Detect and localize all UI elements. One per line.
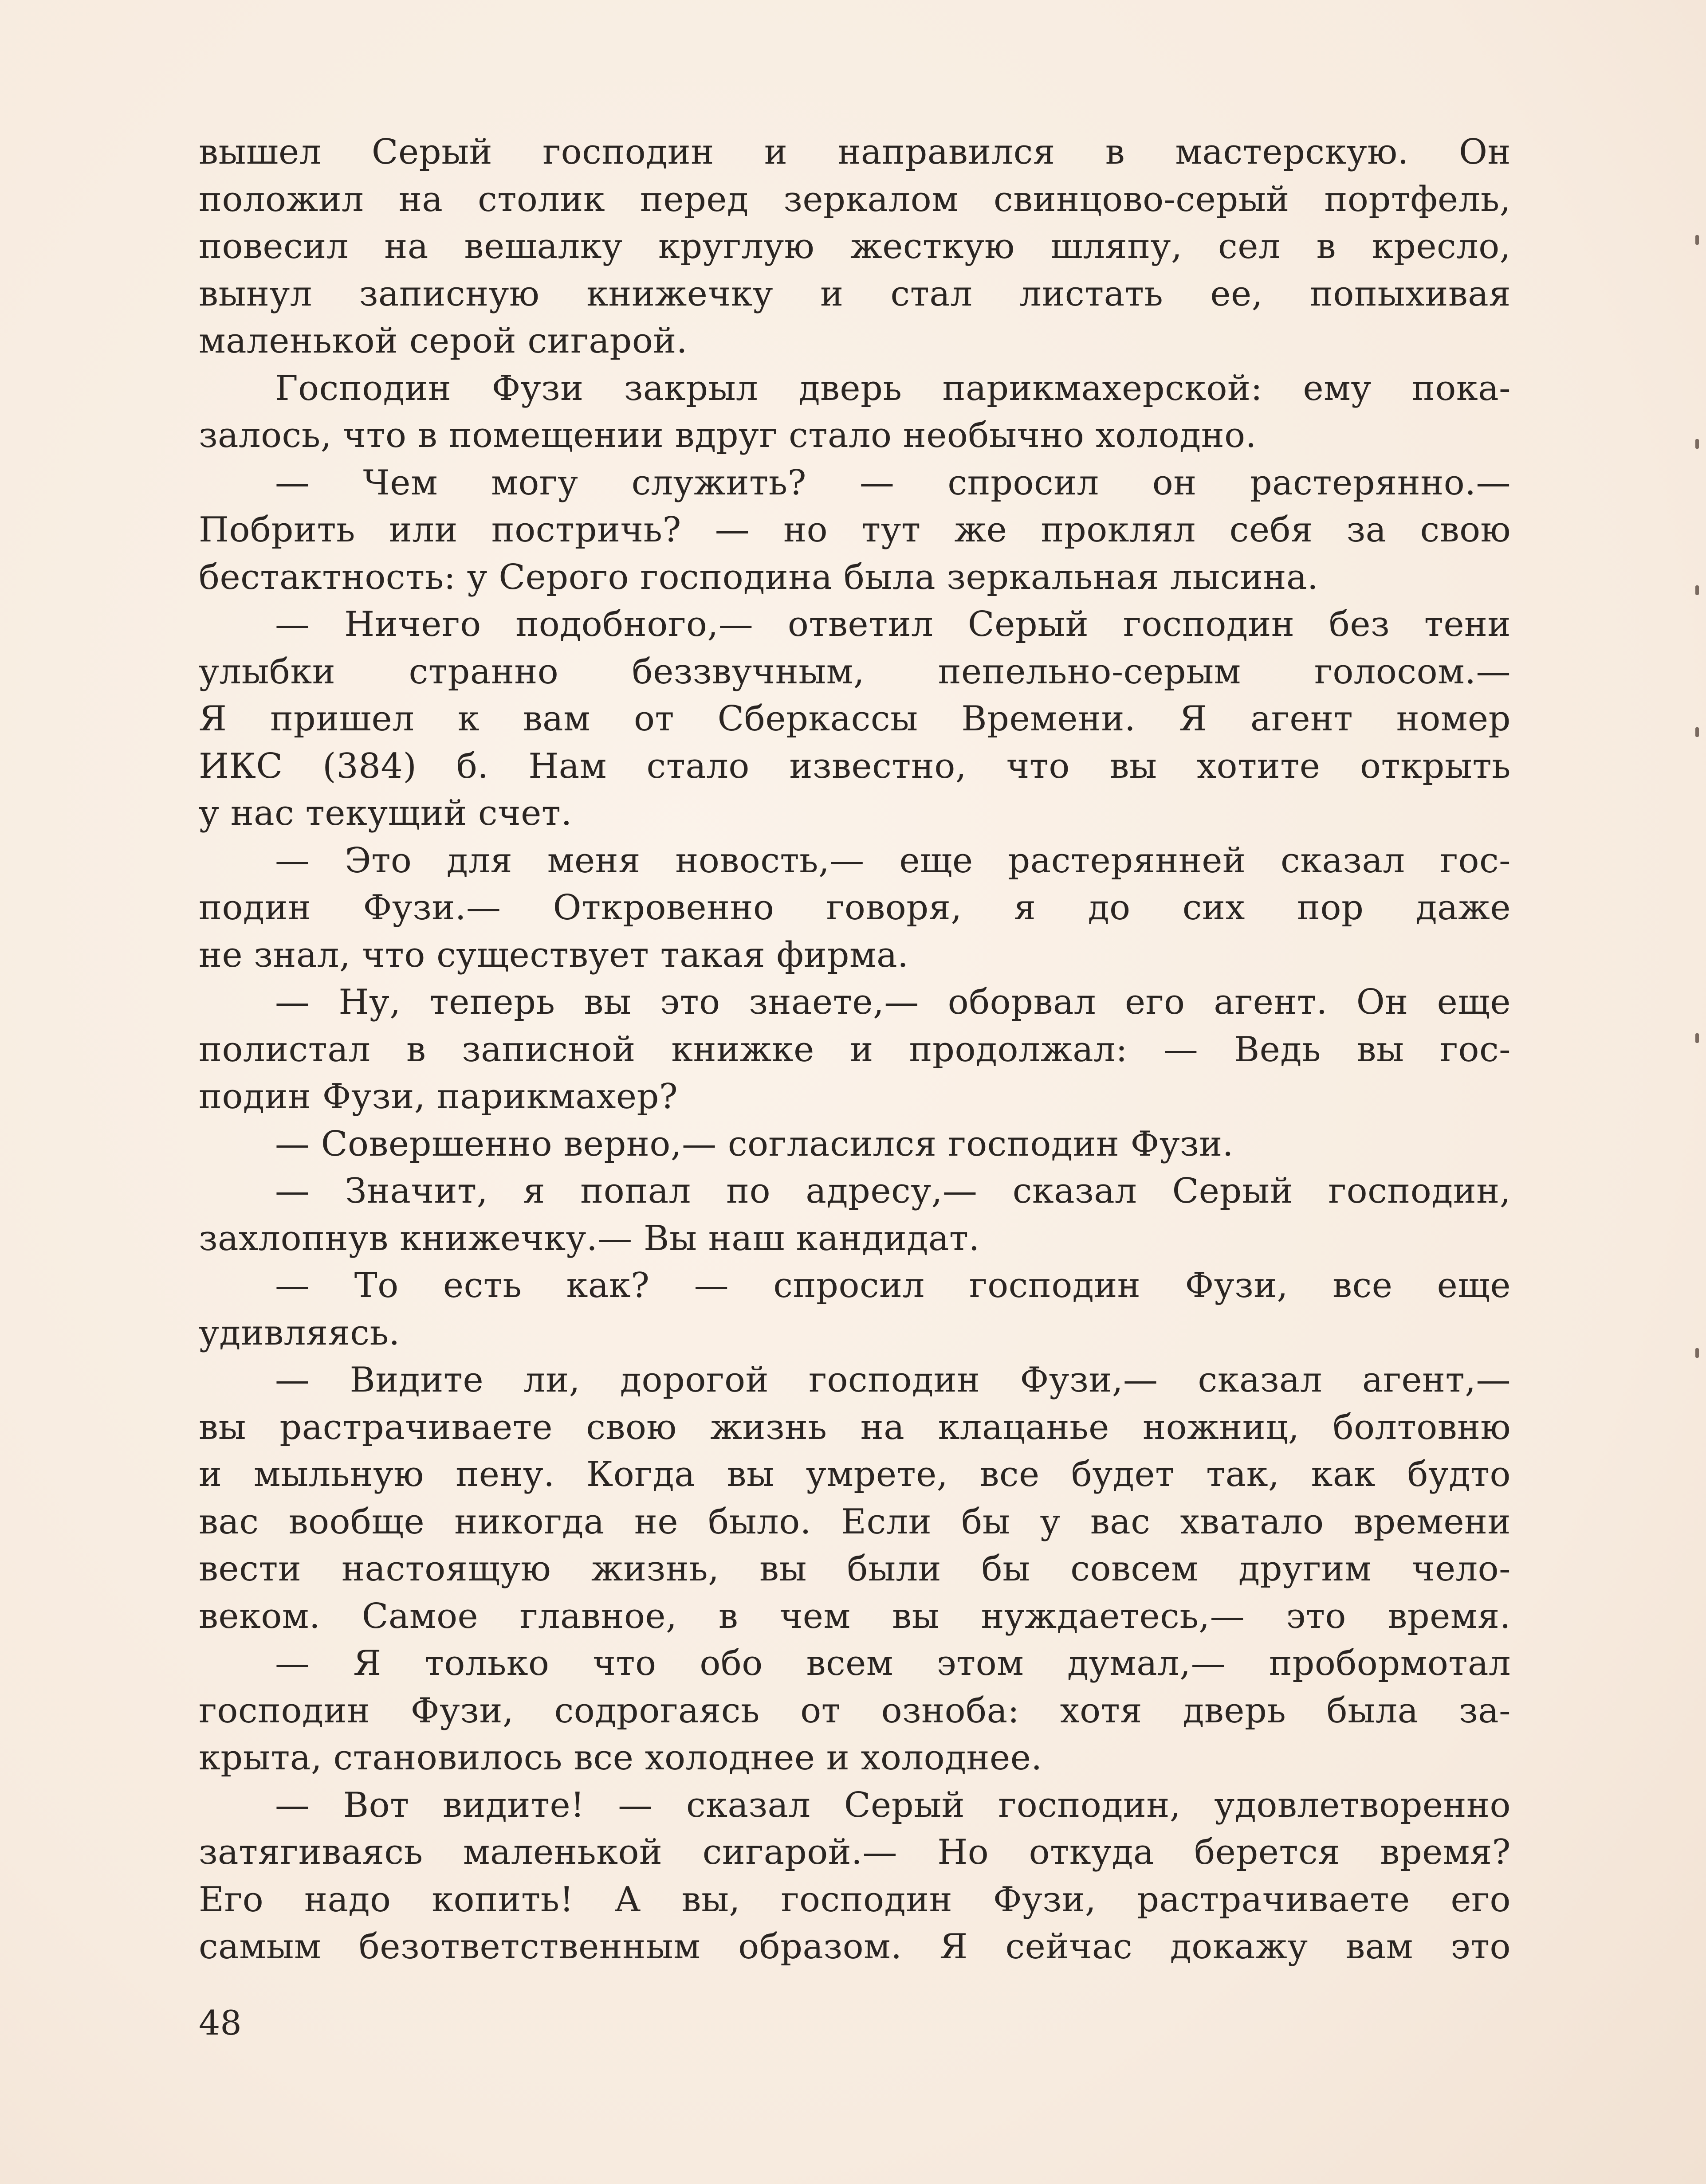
text-line: Я пришел к вам от Сберкассы Времени. Я агент номер xyxy=(199,699,1511,739)
text-line: не знал, что существует такая фирма. xyxy=(199,935,909,975)
text-line: Господин Фузи закрыл дверь парикмахерской: ему пока- xyxy=(275,368,1511,408)
text-line: повесил на вешалку круглую жесткую шляпу, сел в кресло, xyxy=(199,227,1511,267)
text-line: вести настоящую жизнь, вы были бы совсем другим чело- xyxy=(199,1549,1511,1589)
text-line: затягиваясь маленькой сигарой.— Но откуда берется время? xyxy=(199,1832,1511,1872)
edge-speck xyxy=(1695,439,1699,449)
edge-speck xyxy=(1695,235,1699,245)
edge-speck xyxy=(1695,1348,1699,1358)
text-line: полистал в записной книжке и продолжал: — Ведь вы гос- xyxy=(199,1029,1511,1070)
text-line: — Чем могу служить? — спросил он растерянно.— xyxy=(275,463,1511,503)
edge-speck xyxy=(1695,727,1699,737)
text-line: вынул записную книжечку и стал листать ее, попыхивая xyxy=(199,274,1511,314)
text-line: — Я только что обо всем этом думал,— пробормотал xyxy=(275,1643,1511,1683)
text-line: подин Фузи, парикмахер? xyxy=(199,1077,678,1117)
text-line: вы растрачиваете свою жизнь на клацанье ножниц, болтовню xyxy=(199,1407,1511,1447)
text-line: бестактность: у Серого господина была зеркальная лысина. xyxy=(199,557,1319,597)
edge-speck xyxy=(1695,585,1699,595)
text-line: ИКС (384) б. Нам стало известно, что вы хотите открыть xyxy=(199,746,1511,786)
text-line: — Вот видите! — сказал Серый господин, удовлетворенно xyxy=(275,1785,1511,1825)
text-line: удивляясь. xyxy=(199,1313,400,1353)
text-line: — Ну, теперь вы это знаете,— оборвал его агент. Он еще xyxy=(275,982,1511,1022)
text-line: захлопнув книжечку.— Вы наш кандидат. xyxy=(199,1218,980,1259)
text-line: — Значит, я попал по адресу,— сказал Серый господин, xyxy=(275,1171,1511,1211)
text-line: — Это для меня новость,— еще растерянней сказал гос- xyxy=(275,840,1511,881)
text-line: Побрить или постричь? — но тут же проклял себя за свою xyxy=(199,510,1511,550)
text-line: господин Фузи, содрогаясь от озноба: хотя дверь была за- xyxy=(199,1690,1511,1731)
text-line: улыбки странно беззвучным, пепельно-серым голосом.— xyxy=(199,651,1511,692)
text-line: — Совершенно верно,— согласился господин Фузи. xyxy=(275,1124,1234,1164)
text-line: — То есть как? — спросил господин Фузи, все еще xyxy=(275,1266,1511,1306)
text-line: — Ничего подобного,— ответил Серый господин без тени xyxy=(275,604,1511,644)
text-line: Его надо копить! А вы, господин Фузи, растрачиваете его xyxy=(199,1879,1511,1920)
text-line: самым безответственным образом. Я сейчас докажу вам это xyxy=(199,1927,1511,1967)
text-line: веком. Самое главное, в чем вы нуждаетесь,— это время. xyxy=(199,1596,1511,1636)
body-text xyxy=(199,129,1511,1971)
text-line: крыта, становилось все холоднее и холоднее. xyxy=(199,1738,1042,1778)
text-line: вас вообще никогда не было. Если бы у вас хватало времени xyxy=(199,1502,1511,1542)
text-line: положил на столик перед зеркалом свинцово-серый портфель, xyxy=(199,179,1511,220)
text-line: залось, что в помещении вдруг стало необычно холодно. xyxy=(199,416,1257,455)
page-number: 48 xyxy=(199,2003,242,2043)
text-line: и мыльную пену. Когда вы умрете, все будет так, как будто xyxy=(199,1455,1511,1494)
text-line: вышел Серый господин и направился в мастерскую. Он xyxy=(199,132,1511,172)
edge-speck xyxy=(1695,1033,1699,1043)
text-line: у нас текущий счет. xyxy=(199,793,572,833)
text-line: подин Фузи.— Откровенно говоря, я до сих пор даже xyxy=(199,888,1511,928)
text-line: — Видите ли, дорогой господин Фузи,— сказал агент,— xyxy=(275,1360,1511,1400)
text-line: маленькой серой сигарой. xyxy=(199,321,688,361)
